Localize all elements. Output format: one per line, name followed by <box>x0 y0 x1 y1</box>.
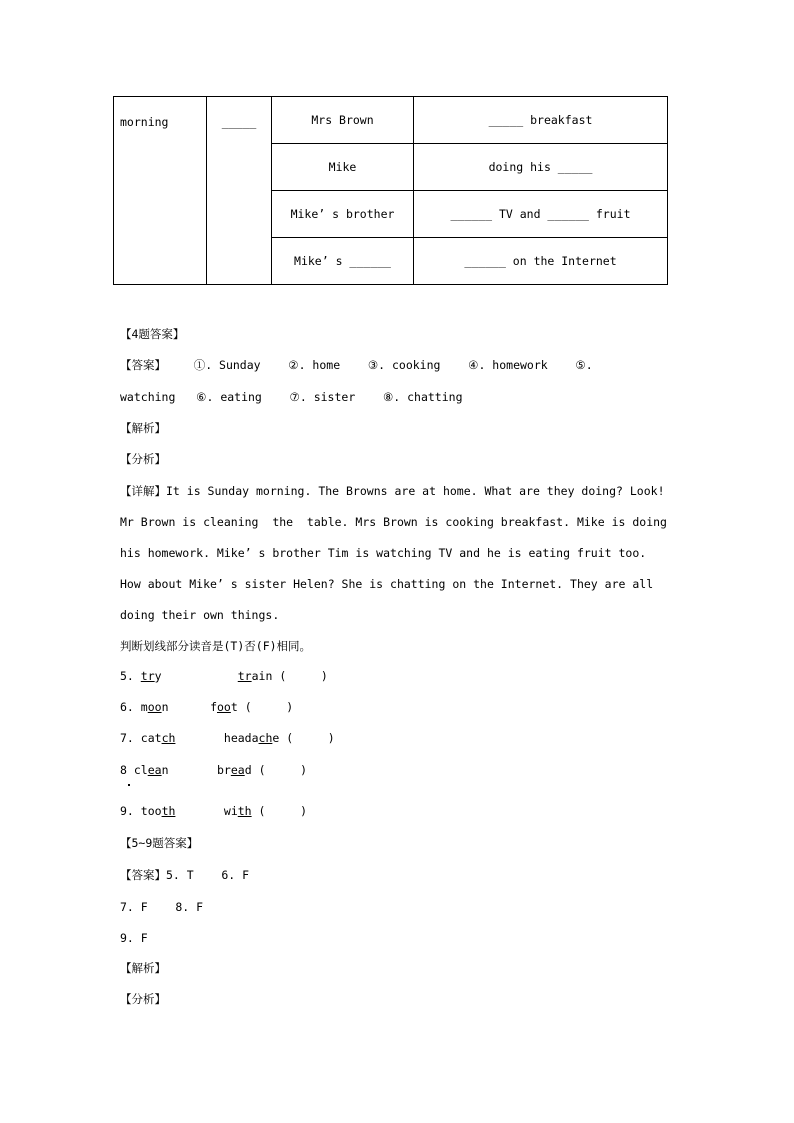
question-9: 9. tooth with ( ) <box>120 804 307 818</box>
q4-detail-line: doing their own things. <box>120 608 280 622</box>
q4-answer-line: watching ⑥. eating ⑦. sister ⑧. chatting <box>120 390 463 404</box>
q5-9-header: 【5~9题答案】 <box>120 836 199 850</box>
question-5: 5. try train ( ) <box>120 669 328 683</box>
activity-cell: ______ TV and ______ fruit <box>414 191 668 238</box>
person-cell: Mike’ s ______ <box>272 238 414 285</box>
day-blank-cell: _____ <box>207 97 272 285</box>
question-7: 7. catch headache ( ) <box>120 731 335 745</box>
question-6: 6. moon foot ( ) <box>120 700 294 714</box>
q4-detail-line: 【详解】It is Sunday morning. The Browns are at home. What are they doing? Look! <box>120 484 665 498</box>
instruction: 判断划线部分读音是(T)否(F)相同。 <box>120 639 312 653</box>
q5-9-analysis-label: 【解析】 <box>120 961 166 975</box>
q4-detail-line: How about Mike’ s sister Helen? She is chatting on the Internet. They are all <box>120 577 654 591</box>
activity-table <box>113 96 668 285</box>
q4-analysis-label: 【解析】 <box>120 421 166 435</box>
q4-detail-line: his homework. Mike’ s brother Tim is watching TV and he is eating fruit too. <box>120 546 647 560</box>
q5-9-answer-line: 【答案】5. T 6. F <box>120 868 250 882</box>
q5-9-fenxi-label: 【分析】 <box>120 992 166 1006</box>
person-cell: Mike’ s brother <box>272 191 414 238</box>
question-8: 8 clean bread ( ) <box>120 763 308 777</box>
activity-cell: _____ breakfast <box>414 97 668 144</box>
q4-header: 【4题答案】 <box>120 327 185 341</box>
time-cell: morning <box>114 97 207 285</box>
q4-detail-line: Mr Brown is cleaning the table. Mrs Brown is cooking breakfast. Mike is doing <box>120 515 667 529</box>
q5-9-answer-line: 7. F 8. F <box>120 900 204 914</box>
person-cell: Mrs Brown <box>272 97 414 144</box>
activity-cell: doing his _____ <box>414 144 668 191</box>
q4-answer-line: 【答案】 ①. Sunday ②. home ③. cooking ④. homework ⑤. <box>120 358 593 372</box>
person-cell: Mike <box>272 144 414 191</box>
stray-dot <box>128 784 130 786</box>
q4-fenxi-label: 【分析】 <box>120 452 166 466</box>
activity-cell: ______ on the Internet <box>414 238 668 285</box>
q5-9-answer-line: 9. F <box>120 931 148 945</box>
